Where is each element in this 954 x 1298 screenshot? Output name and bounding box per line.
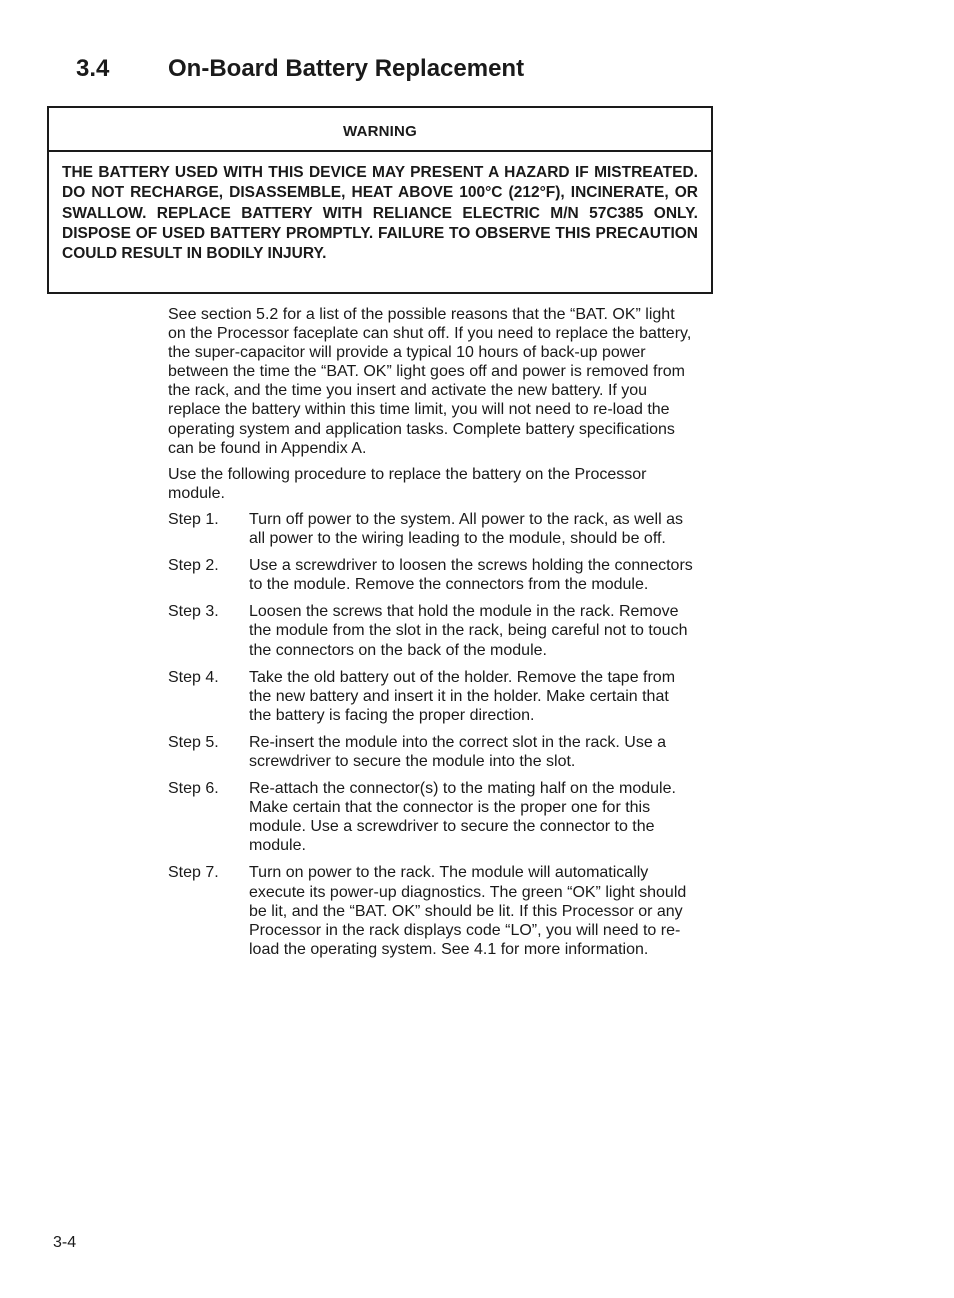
- page-number: 3-4: [53, 1234, 77, 1251]
- warning-title: WARNING: [49, 108, 711, 152]
- step-5: [168, 733, 693, 771]
- body-text: [168, 305, 693, 967]
- step-text: Use a screwdriver to loosen the screws holding the connectors to the module. Remove the connectors from the module.: [249, 557, 693, 594]
- step-2: [168, 556, 693, 594]
- step-label: Step 2.: [168, 557, 219, 575]
- step-text: Re-insert the module into the correct slot in the rack. Use a screwdriver to secure the module into the slot.: [249, 733, 667, 770]
- step-label: Step 1.: [168, 510, 219, 528]
- intro-paragraph: See section 5.2 for a list of the possible reasons that the “BAT. OK” light on the Processor faceplate can shut off. If you need to replace the battery, the super-capacitor will provide a typical 10 hours of back-up power between the time the “BAT. OK” light goes off and power is removed from the rack, and the time you insert and activate the new battery. If you replace the battery within this time limit, you will not need to re-load the operating system and application tasks. Complete battery specifications can be found in Appendix A.: [168, 306, 692, 457]
- step-label: Step 5.: [168, 733, 219, 751]
- step-6: [168, 779, 693, 855]
- step-3: [168, 602, 693, 659]
- section-heading: [76, 52, 524, 86]
- step-label: Step 6.: [168, 780, 219, 798]
- step-text: Re-attach the connector(s) to the mating half on the module. Make certain that the connector is the proper one for this module. Use a screwdriver to secure the connector to the module.: [249, 780, 676, 855]
- step-4: [168, 668, 693, 725]
- step-1: [168, 510, 693, 548]
- step-text: Loosen the screws that hold the module in the rack. Remove the module from the slot in the rack, being careful not to touch the connectors on the back of the module.: [249, 603, 688, 659]
- warning-text: THE BATTERY USED WITH THIS DEVICE MAY PRESENT A HAZARD IF MISTREATED. DO NOT RECHARGE, DISASSEMBLE, HEAT ABOVE 100°C (212°F), INCINERATE, OR SWALLOW. REPLACE BATTERY WITH RELIANCE ELECTRIC M/N 57C385 ONLY. DISPOSE OF USED BATTERY PROMPTLY. FAILURE TO OBSERVE THIS PRECAUTION COULD RESULT IN BODILY INJURY.: [62, 164, 698, 263]
- step-label: Step 3.: [168, 603, 219, 621]
- step-text: Take the old battery out of the holder. Remove the tape from the new battery and insert it in the holder. Make certain that the battery is facing the proper direction.: [249, 668, 676, 724]
- step-label: Step 7.: [168, 864, 219, 882]
- procedure-paragraph: Use the following procedure to replace the battery on the Processor module.: [168, 465, 647, 502]
- step-7: [168, 863, 693, 958]
- step-text: Turn on power to the rack. The module will automatically execute its power-up diagnostics. The green “OK” light should be lit, and the “BAT. OK” should be lit. If this Processor or any Processor in the rack displays code “LO”, you will need to re-load the operating system. See 4.1 for more information.: [249, 864, 687, 958]
- step-text: Turn off power to the system. All power to the rack, as well as all power to the wiring leading to the module, should be off.: [249, 510, 683, 548]
- step-label: Step 4.: [168, 668, 219, 686]
- warning-box: [47, 106, 713, 294]
- section-title: On-Board Battery Replacement: [168, 55, 525, 82]
- section-number: 3.4: [76, 55, 110, 82]
